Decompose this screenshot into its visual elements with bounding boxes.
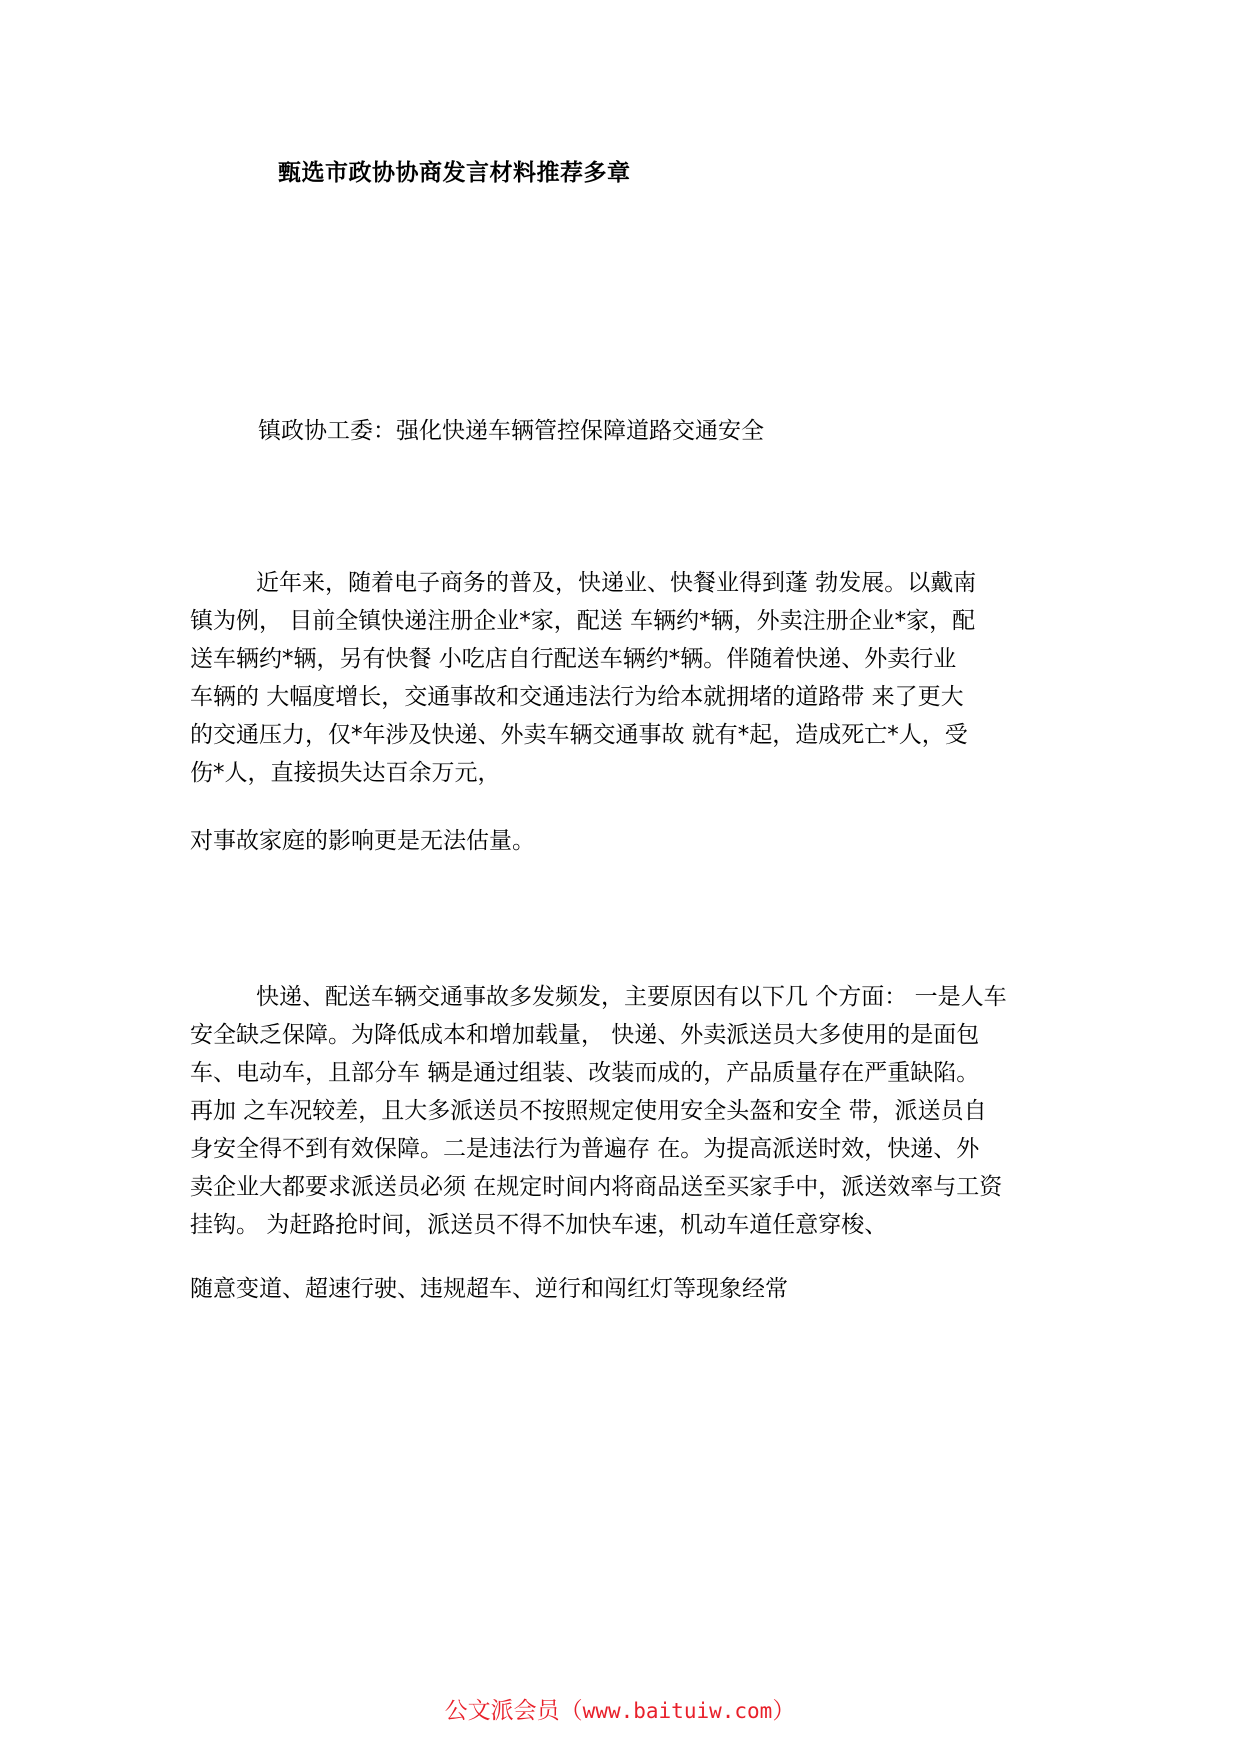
paragraph-2-line: 卖企业大都要求派送员必须 在规定时间内将商品送至买家手中，派送效率与工资 bbox=[190, 1174, 1003, 1200]
paragraph-2-tail bbox=[190, 1270, 1070, 1308]
section-heading: 镇政协工委：强化快递车辆管控保障道路交通安全 bbox=[258, 418, 764, 444]
paragraph-1-tail bbox=[190, 822, 1070, 860]
paragraph-1 bbox=[190, 564, 1070, 792]
paragraph-1-line: 车辆的 大幅度增长，交通事故和交通违法行为给本就拥堵的道路带 来了更大 bbox=[190, 684, 964, 710]
footer-brand: 公文派会员（ bbox=[444, 1698, 583, 1724]
paragraph-2-line: 快递、配送车辆交通事故多发频发，主要原因有以下几 个方面： 一是人车 bbox=[256, 984, 1007, 1010]
paragraph-1-line: 镇为例， 目前全镇快递注册企业*家，配送 车辆约*辆，外卖注册企业*家，配 bbox=[190, 608, 976, 634]
footer-url-link[interactable]: www.baituiw.com bbox=[582, 1699, 773, 1723]
paragraph-1-line: 伤*人，直接损失达百余万元， bbox=[190, 760, 501, 786]
paragraph-2-line: 再加 之车况较差，且大多派送员不按照规定使用安全头盔和安全 带，派送员自 bbox=[190, 1098, 987, 1124]
document-title: 甄选市政协协商发言材料推荐多章 bbox=[278, 160, 631, 186]
paragraph-2-line: 车、电动车，且部分车 辆是通过组装、改装而成的，产品质量存在严重缺陷。 bbox=[190, 1060, 980, 1086]
paragraph-1-line: 的交通压力，仅*年涉及快递、外卖车辆交通事故 就有*起，造成死亡*人，受 bbox=[190, 722, 968, 748]
paragraph-2-line: 身安全得不到有效保障。二是违法行为普遍存 在。为提高派送时效，快递、外 bbox=[190, 1136, 980, 1162]
paragraph-2 bbox=[190, 978, 1070, 1244]
paragraph-2-line: 安全缺乏保障。为降低成本和增加载量， 快递、外卖派送员大多使用的是面包 bbox=[190, 1022, 980, 1048]
paragraph-1-line: 近年来，随着电子商务的普及，快递业、快餐业得到蓬 勃发展。以戴南 bbox=[256, 570, 977, 596]
paragraph-1-tail-line: 对事故家庭的影响更是无法估量。 bbox=[190, 828, 535, 854]
paragraph-1-line: 送车辆约*辆，另有快餐 小吃店自行配送车辆约*辆。伴随着快递、外卖行业 bbox=[190, 646, 957, 672]
footer-watermark bbox=[0, 1692, 1240, 1725]
footer-close: ） bbox=[772, 1698, 796, 1724]
paragraph-2-tail-line: 随意变道、超速行驶、违规超车、逆行和闯红灯等现象经常 bbox=[190, 1276, 788, 1302]
paragraph-2-line: 挂钩。 为赶路抢时间，派送员不得不加快车速，机动车道任意穿梭、 bbox=[190, 1212, 888, 1238]
